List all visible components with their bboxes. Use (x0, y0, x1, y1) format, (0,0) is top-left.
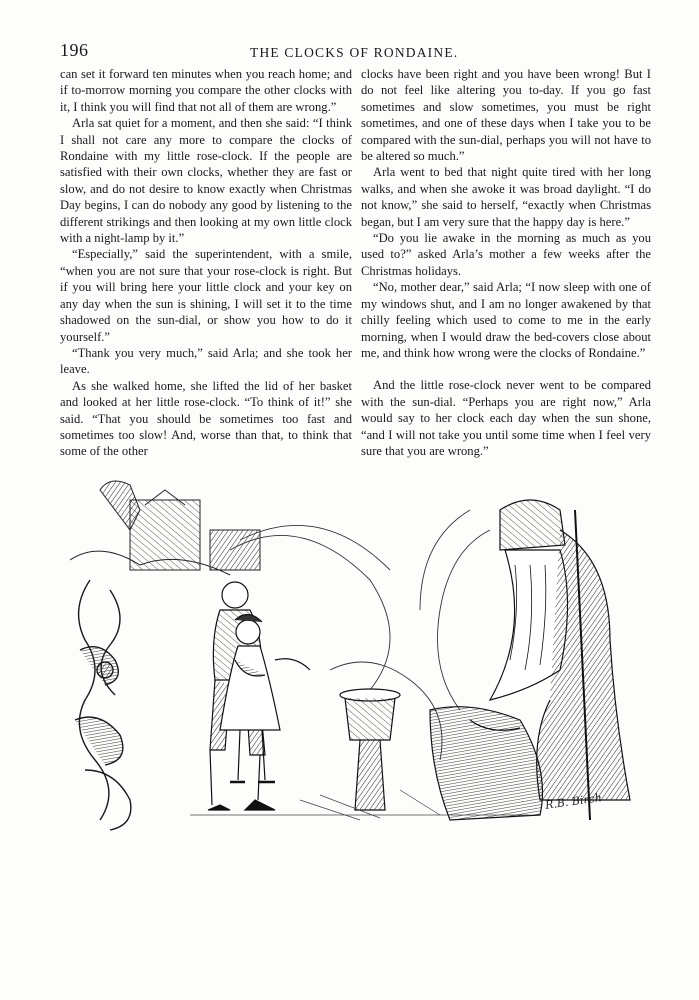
paragraph: As she walked home, she lifted the lid of her basket and looked at her little rose-clock. “To think of it!” she said. “That you should be sometimes too fast and sometimes too slow! And, worse than that, to think that some of the other (60, 378, 352, 459)
paragraph: “Thank you very much,” said Arla; and she took her leave. (60, 345, 352, 377)
paragraph: “Do you lie awake in the morning as much as you used to?” asked Arla’s mother a few weeks after the Christmas holidays. (361, 231, 651, 278)
ornamental-scroll (75, 580, 131, 830)
father-christmas-figure (430, 500, 630, 820)
paragraph: “Especially,” said the superintendent, with a smile, “when you are not sure that your rose-clock is right. But if you will bring here your little clock and your key on any day when the sun is shining, I will set it to the time shadowed on the sun-dial, or show you how to do it yourself.” (60, 247, 352, 344)
page-number: 196 (60, 40, 89, 60)
left-column (60, 66, 352, 460)
paragraph: clocks have been right and you have been wrong! But I do not feel like altering you to-day. If you go fast sometimes and slow sometimes, you must be right sometimes, and one of these days when I take you to be compared with the sun-dial, perhaps you will not have to be altered so much.” (361, 67, 651, 164)
paragraph: can set it forward ten minutes when you reach home; and if to-morrow morning you compare the other clocks with it, I think you will find that not all of them are wrong.” (60, 67, 352, 114)
paragraph: Arla sat quiet for a moment, and then she said: “I think I shall not care any more to compare the clocks of Rondaine with my little rose-clock. If the people are satisfied with their own clocks, whether they are fast or slow, and do not desire to know exactly when Christmas Day begins, I can do nobody any good by listening to the different strikings and then looking at my own little clock with a night-lamp by it.” (60, 116, 352, 246)
illustration-engraving (70, 470, 640, 840)
running-head: THE CLOCKS OF RONDAINE. (250, 45, 459, 60)
paragraph: And the little rose-clock never went to be compared with the sun-dial. “Perhaps you are right now,” Arla would say to her clock each day when the sun shone, “and I will not take you until some time when I feel very sure that you are wrong.” (361, 378, 651, 458)
paragraph: Arla went to bed that night quite tired with her long walks, and when she awoke it was broad daylight. “I do not know,” she said to herself, “exactly when Christmas began, but I am very sure that the happy day is here.” (361, 165, 651, 229)
pedestal (340, 689, 400, 810)
right-column (361, 66, 651, 459)
artist-signature: R.B. Birch (544, 791, 603, 812)
paragraph: “No, mother dear,” said Arla; “I now sleep with one of my windows shut, and I am no longer awakened by that chilly feeling which used to come to me in the early morning, when I would draw the bed-covers close about me, and think how wrong were the clocks of Rondaine.” (361, 280, 651, 360)
background-building (70, 481, 260, 575)
